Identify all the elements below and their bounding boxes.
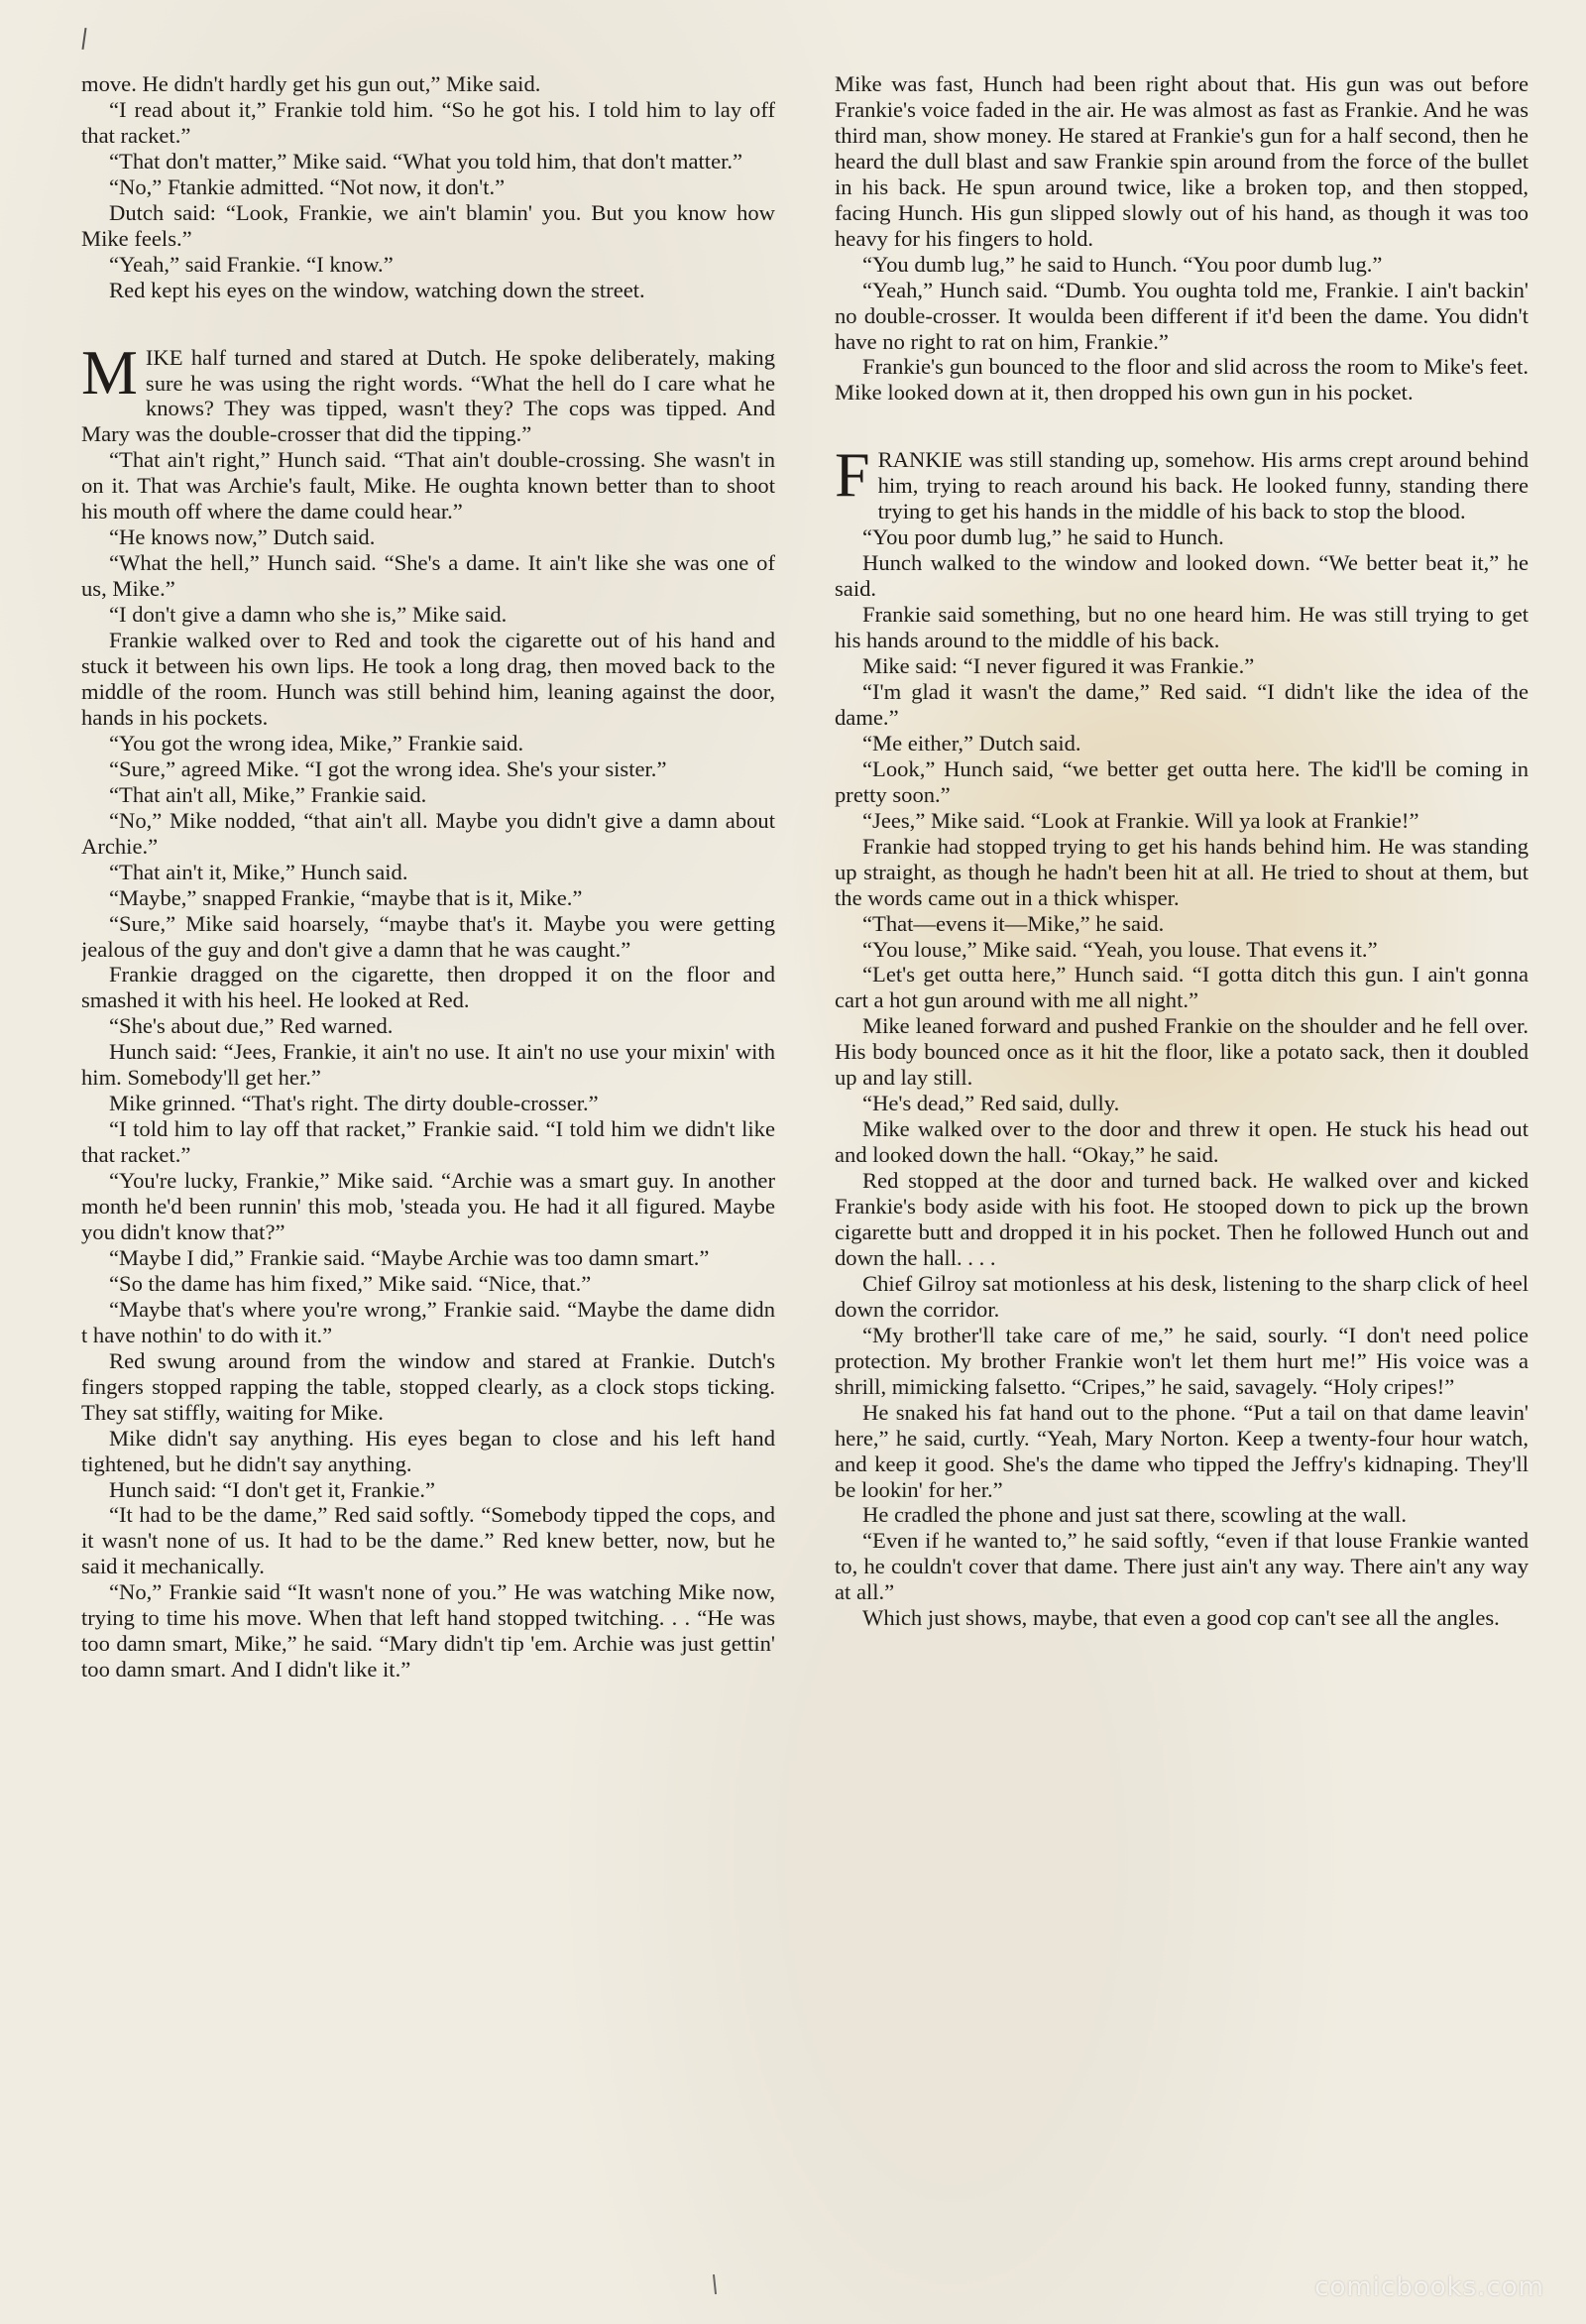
text-columns xyxy=(81,71,1529,2265)
story-paragraph xyxy=(81,1579,775,1683)
margin-mark xyxy=(81,28,86,50)
section-opening-paragraph xyxy=(835,439,1529,524)
paragraph-text: “Sure,” Mike said hoarsely, “maybe that's it. Maybe you were getting jealous of the guy and don't give a damn that he was caught.” xyxy=(81,910,775,962)
paragraph-text: “Jees,” Mike said. “Look at Frankie. Will ya look at Frankie!” xyxy=(862,807,1419,833)
paragraph-text: Frankie said something, but no one heard him. He was still trying to get his hands around to the middle of his back. xyxy=(835,602,1529,653)
story-paragraph xyxy=(81,1168,775,1245)
story-paragraph xyxy=(835,1116,1529,1168)
paragraph-text: Dutch said: “Look, Frankie, we ain't blamin' you. But you know how Mike feels.” xyxy=(81,199,775,251)
story-paragraph xyxy=(81,1013,775,1039)
paragraph-text: “He's dead,” Red said, dully. xyxy=(862,1091,1120,1116)
paragraph-text: “Maybe,” snapped Frankie, “maybe that is it, Mike.” xyxy=(109,884,583,910)
story-paragraph xyxy=(835,1091,1529,1116)
story-paragraph xyxy=(835,71,1529,252)
paragraph-text: “My brother'll take care of me,” he said, sourly. “I don't need police protection. My brother Frankie won't let them hurt me!” His voice was a shrill, mimicking falsetto. “Cripes,” he said, savagely. “Holy cripes!” xyxy=(835,1322,1529,1399)
paragraph-text: Hunch said: “Jees, Frankie, it ain't no use. It ain't no use your mixin' with him. Somebody'll get her.” xyxy=(81,1039,775,1091)
section-opening-paragraph xyxy=(81,336,775,448)
story-paragraph xyxy=(835,937,1529,963)
paragraph-text: “Let's get outta here,” Hunch said. “I gotta ditch this gun. I ain't gonna cart a hot gun around with me all night.” xyxy=(835,962,1529,1013)
story-paragraph xyxy=(81,885,775,911)
paragraph-text: “Yeah,” said Frankie. “I know.” xyxy=(109,251,394,277)
paragraph-text: He snaked his fat hand out to the phone. “Put a tail on that dame leavin' here,” he said, curtly. “Yeah, Mary Norton. Keep a twenty-four hour watch, and keep it good. She's the dame who tipped the Jeffry's kidnaping. They'll be lookin' for her.” xyxy=(835,1399,1529,1502)
story-paragraph xyxy=(81,1091,775,1116)
paragraph-text: “That ain't it, Mike,” Hunch said. xyxy=(109,859,408,884)
story-paragraph xyxy=(81,808,775,860)
paragraph-text: Mike was fast, Hunch had been right about that. His gun was out before Frankie's voice faded in the air. He was almost as fast as Frankie. And he was third man, show money. He stared at Frankie's gun for a half second, then he heard the dull blast and saw Frankie spin around from the force of the bullet in his back. He spun around twice, like a broken top, and then stopped, facing Hunch. His gun slipped slowly out of his hand, as though it was too heavy for his fingers to hold. xyxy=(835,71,1529,251)
story-paragraph xyxy=(835,278,1529,355)
paragraph-text: “So the dame has him fixed,” Mike said. “Nice, that.” xyxy=(109,1270,592,1296)
paragraph-text: Red kept his eyes on the window, watching down the street. xyxy=(109,277,645,302)
story-paragraph xyxy=(81,550,775,602)
story-paragraph xyxy=(81,860,775,885)
paragraph-text: Mike walked over to the door and threw it open. He stuck his head out and looked down the hall. “Okay,” he said. xyxy=(835,1116,1529,1168)
story-paragraph xyxy=(835,1013,1529,1091)
story-paragraph xyxy=(81,1502,775,1579)
story-paragraph xyxy=(81,1039,775,1091)
paragraph-text: “I read about it,” Frankie told him. “So he got his. I told him to lay off that racket.” xyxy=(81,96,775,148)
story-paragraph xyxy=(81,756,775,782)
right-column xyxy=(835,71,1529,2265)
story-paragraph xyxy=(81,97,775,149)
paragraph-text: Chief Gilroy sat motionless at his desk, listening to the sharp click of heel down the corridor. xyxy=(835,1270,1529,1322)
paragraph-text: “That—evens it—Mike,” he said. xyxy=(862,910,1165,936)
paragraph-text: Red swung around from the window and stared at Frankie. Dutch's fingers stopped rapping the table, stopped clearly, as a clock stops ticking. They sat stiffly, waiting for Mike. xyxy=(81,1347,775,1425)
paragraph-text: “You're lucky, Frankie,” Mike said. “Archie was a smart guy. In another month he'd been runnin' this mob, 'steada you. He had it all figured. Maybe you didn't know that?” xyxy=(81,1168,775,1244)
story-paragraph xyxy=(835,756,1529,808)
story-paragraph xyxy=(835,1323,1529,1400)
story-paragraph xyxy=(81,524,775,550)
paragraph-text: Frankie's gun bounced to the floor and slid across the room to Mike's feet. Mike looked down at it, then dropped his own gun in his pocket. xyxy=(835,354,1529,406)
story-paragraph xyxy=(835,911,1529,937)
story-paragraph xyxy=(81,447,775,524)
paragraph-text: “That ain't all, Mike,” Frankie said. xyxy=(109,781,427,807)
paragraph-text: Hunch walked to the window and looked down. “We better beat it,” he said. xyxy=(835,550,1529,602)
story-paragraph xyxy=(835,1400,1529,1503)
paragraph-text: Which just shows, maybe, that even a good cop can't see all the angles. xyxy=(862,1605,1500,1631)
story-paragraph xyxy=(81,1348,775,1426)
paragraph-text: Red stopped at the door and turned back. He walked over and kicked Frankie's body aside with his foot. He stooped down to pick up the brown cigarette butt and dropped it in his pocket. Then he followed Hunch out and down the hall. . . . xyxy=(835,1168,1529,1270)
paragraph-text: “No,” Frankie said “It wasn't none of you.” He was watching Mike now, trying to time his move. When that left hand stopped twitching. . . “He was too damn smart, Mike,” he said. “Mary didn't tip 'em. Archie was just gettin' too damn smart. And I didn't like it.” xyxy=(81,1579,775,1683)
story-paragraph xyxy=(835,1605,1529,1631)
paragraph-text: move. He didn't hardly get his gun out,” Mike said. xyxy=(81,71,541,96)
story-paragraph xyxy=(835,1271,1529,1323)
paragraph-text: Mike didn't say anything. His eyes began to close and his left hand tightened, but he didn't say anything. xyxy=(81,1425,775,1476)
paragraph-text: Mike leaned forward and pushed Frankie on the shoulder and he fell over. His body bounced once as it hit the floor, like a potato sack, then it doubled up and lay still. xyxy=(835,1013,1529,1091)
story-paragraph xyxy=(835,962,1529,1013)
paragraph-text: “That ain't right,” Hunch said. “That ain't double-crossing. She wasn't in on it. That was Archie's fault, Mike. He oughta known better than to shoot his mouth off where the dame could hear.” xyxy=(81,447,775,524)
paragraph-text: “I'm glad it wasn't the dame,” Red said. “I didn't like the idea of the dame.” xyxy=(835,678,1529,730)
story-paragraph xyxy=(81,149,775,174)
paragraph-text: “No,” Ftankie admitted. “Not now, it don't.” xyxy=(109,174,506,199)
story-paragraph xyxy=(81,174,775,200)
paragraph-text: “He knows now,” Dutch said. xyxy=(109,524,376,550)
paragraph-text: “It had to be the dame,” Red said softly. “Somebody tipped the cops, and it wasn't none of us. It had to be the dame.” Red knew better, now, but he said it mechanically. xyxy=(81,1502,775,1579)
paragraph-text: “I told him to lay off that racket,” Frankie said. “I told him we didn't like that racket.” xyxy=(81,1116,775,1168)
story-paragraph xyxy=(835,653,1529,679)
story-paragraph xyxy=(81,962,775,1013)
paragraph-text: “That don't matter,” Mike said. “What you told him, that don't matter.” xyxy=(109,148,743,174)
story-paragraph xyxy=(835,354,1529,406)
paragraph-text: “You dumb lug,” he said to Hunch. “You poor dumb lug.” xyxy=(862,251,1383,277)
paragraph-text: “You louse,” Mike said. “Yeah, you louse. That evens it.” xyxy=(862,936,1378,962)
paragraph-text: Mike grinned. “That's right. The dirty double-crosser.” xyxy=(109,1091,599,1116)
story-paragraph xyxy=(835,602,1529,653)
paragraph-text: “Sure,” agreed Mike. “I got the wrong idea. She's your sister.” xyxy=(109,755,667,781)
story-paragraph xyxy=(81,1271,775,1297)
story-paragraph xyxy=(81,731,775,756)
story-paragraph xyxy=(835,524,1529,550)
story-paragraph xyxy=(81,1477,775,1503)
story-paragraph xyxy=(835,808,1529,834)
paragraph-text: RANKIE was still standing up, somehow. His arms crept around behind him, trying to reach around his back. He looked funny, standing there trying to get his hands in the middle of his back to stop the blood. xyxy=(877,447,1529,524)
paragraph-text: “No,” Mike nodded, “that ain't all. Maybe you didn't give a damn about Archie.” xyxy=(81,807,775,859)
margin-mark-bottom xyxy=(713,2274,717,2294)
story-paragraph xyxy=(835,252,1529,278)
left-column xyxy=(81,71,775,2265)
drop-cap: F xyxy=(835,439,870,511)
paragraph-text: “Maybe I did,” Frankie said. “Maybe Archie was too damn smart.” xyxy=(109,1244,710,1270)
paragraph-text: “Look,” Hunch said, “we better get outta here. The kid'll be coming in pretty soon.” xyxy=(835,755,1529,807)
paragraph-text: “I don't give a damn who she is,” Mike said. xyxy=(109,602,508,628)
paragraph-text: He cradled the phone and just sat there, scowling at the wall. xyxy=(862,1502,1407,1528)
story-paragraph xyxy=(81,1116,775,1168)
paragraph-text: “Me either,” Dutch said. xyxy=(862,730,1081,755)
paragraph-text: Frankie dragged on the cigarette, then dropped it on the floor and smashed it with his heel. He looked at Red. xyxy=(81,962,775,1013)
story-paragraph xyxy=(835,834,1529,911)
story-paragraph xyxy=(81,252,775,278)
story-paragraph xyxy=(835,1502,1529,1528)
story-paragraph xyxy=(81,782,775,808)
story-paragraph xyxy=(835,1168,1529,1271)
story-paragraph xyxy=(835,550,1529,602)
watermark-text: comicbooks.com xyxy=(1314,2272,1544,2302)
story-paragraph xyxy=(81,628,775,731)
story-paragraph xyxy=(81,911,775,963)
paragraph-text: Mike said: “I never figured it was Frankie.” xyxy=(862,653,1255,679)
paragraph-text: “Even if he wanted to,” he said softly, “even if that louse Frankie wanted to, he couldn't cover that dame. There just ain't any way. There ain't any way at all.” xyxy=(835,1528,1529,1605)
story-paragraph xyxy=(81,602,775,628)
story-paragraph xyxy=(81,1245,775,1271)
story-paragraph xyxy=(81,1297,775,1348)
paragraph-text: “You got the wrong idea, Mike,” Frankie said. xyxy=(109,730,524,755)
paragraph-text: Frankie had stopped trying to get his hands behind him. He was standing up straight, as though he hadn't been hit at all. He tried to shout at them, but the words came out in a thick whisper. xyxy=(835,833,1529,910)
paragraph-text: Frankie walked over to Red and took the cigarette out of his hand and stuck it between his own lips. He took a long drag, then moved back to the middle of the room. Hunch was still behind him, leaning against the door, hands in his pockets. xyxy=(81,628,775,730)
story-paragraph xyxy=(81,1426,775,1477)
story-paragraph xyxy=(835,1528,1529,1605)
drop-cap: M xyxy=(81,336,138,407)
paragraph-text: “Maybe that's where you're wrong,” Frankie said. “Maybe the dame didn t have nothin' to do with it.” xyxy=(81,1296,775,1347)
story-paragraph xyxy=(81,71,775,97)
paragraph-text: “What the hell,” Hunch said. “She's a dame. It ain't like she was one of us, Mike.” xyxy=(81,550,775,602)
paragraph-text: “Yeah,” Hunch said. “Dumb. You oughta told me, Frankie. I ain't backin' no double-crosser. It woulda been different if it'd been the dame. You didn't have no right to rat on him, Frankie.” xyxy=(835,277,1529,354)
story-paragraph xyxy=(81,200,775,252)
paragraph-text: “You poor dumb lug,” he said to Hunch. xyxy=(862,524,1224,550)
story-paragraph xyxy=(835,731,1529,756)
story-paragraph xyxy=(81,278,775,303)
paragraph-text: Hunch said: “I don't get it, Frankie.” xyxy=(109,1476,436,1502)
paragraph-text: IKE half turned and stared at Dutch. He spoke deliberately, making sure he was using the right words. “What the hell do I care what he knows? They was tipped, wasn't they? The cops was tipped. And Mary was the double-crosser that did the tipping.” xyxy=(81,344,775,447)
story-paragraph xyxy=(835,679,1529,731)
paragraph-text: “She's about due,” Red warned. xyxy=(109,1013,394,1039)
